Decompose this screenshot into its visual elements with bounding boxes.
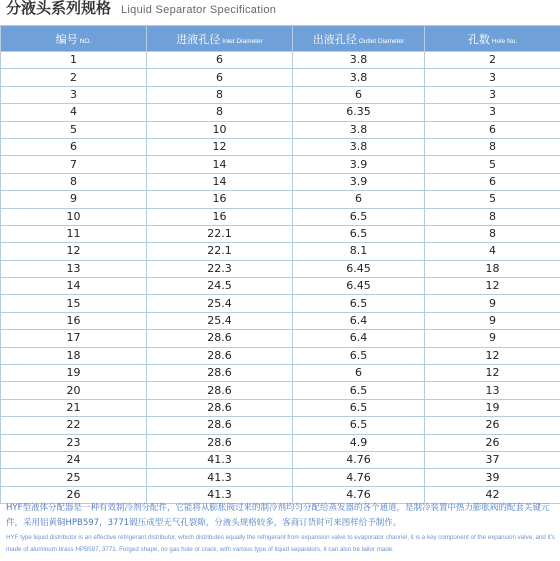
cell-outlet: 3.9 <box>293 156 425 173</box>
cell-holes: 26 <box>425 434 560 451</box>
header-row <box>1 26 560 52</box>
table-row <box>1 86 560 103</box>
cell-inlet: 25.4 <box>147 312 293 329</box>
cell-no: 20 <box>1 382 147 399</box>
cell-no: 22 <box>1 417 147 434</box>
cell-no: 2 <box>1 69 147 86</box>
table-row <box>1 347 560 364</box>
table-row <box>1 399 560 416</box>
cell-no: 23 <box>1 434 147 451</box>
header-no <box>1 26 147 52</box>
description-chinese: HYF型液体分配器是一种有效制冷剂分配件，它能将从膨胀阀过来的制冷剂均匀分配给蒸发器的各个通道，是制冷装置中热力膨胀阀的配套关键元件，采用铝黄铜HPB597，3771锻压成型无气孔裂隙，分液头规格较多，客商订货时可来图样给予制作。 <box>6 503 550 528</box>
cell-outlet: 4.76 <box>293 469 425 486</box>
cell-no: 16 <box>1 312 147 329</box>
header-outlet <box>293 26 425 52</box>
table-row <box>1 434 560 451</box>
cell-no: 9 <box>1 191 147 208</box>
header-inlet <box>147 26 293 52</box>
cell-holes: 37 <box>425 451 560 468</box>
cell-outlet: 6.5 <box>293 225 425 242</box>
table-row <box>1 69 560 86</box>
cell-no: 11 <box>1 225 147 242</box>
cell-holes: 6 <box>425 173 560 190</box>
description-english: HYF type liquid distributor is an effective refrigerant distributor, which distributes equally the refrigerant from expansion valve to evaporator channel, it is a key component of the expansion valve, and it’s made of aluminum brass HPB597, 3771. Forged shape, no gas hole or crack, with various type of liquid separators, it can also be tailor made. <box>6 534 556 553</box>
header-holes-cn: 孔数 <box>467 32 490 46</box>
table-row <box>1 225 560 242</box>
cell-outlet: 6.5 <box>293 399 425 416</box>
table-row <box>1 278 560 295</box>
cell-holes: 18 <box>425 260 560 277</box>
table-row <box>1 469 560 486</box>
table-row <box>1 52 560 69</box>
cell-inlet: 28.6 <box>147 382 293 399</box>
cell-holes: 9 <box>425 330 560 347</box>
cell-holes: 9 <box>425 312 560 329</box>
cell-inlet: 28.6 <box>147 399 293 416</box>
cell-inlet: 41.3 <box>147 451 293 468</box>
cell-outlet: 6 <box>293 86 425 103</box>
cell-inlet: 28.6 <box>147 347 293 364</box>
cell-holes: 8 <box>425 138 560 155</box>
cell-outlet: 8.1 <box>293 243 425 260</box>
cell-outlet: 6.45 <box>293 278 425 295</box>
header-no-cn: 编号 <box>55 32 78 46</box>
cell-outlet: 3.8 <box>293 52 425 69</box>
cell-inlet: 8 <box>147 86 293 103</box>
cell-outlet: 6.5 <box>293 295 425 312</box>
header-holes <box>425 26 560 52</box>
cell-inlet: 8 <box>147 104 293 121</box>
table-row <box>1 104 560 121</box>
cell-holes: 6 <box>425 121 560 138</box>
cell-no: 3 <box>1 86 147 103</box>
cell-outlet: 6.5 <box>293 208 425 225</box>
cell-holes: 4 <box>425 243 560 260</box>
cell-outlet: 6 <box>293 191 425 208</box>
cell-inlet: 28.6 <box>147 417 293 434</box>
table-row <box>1 243 560 260</box>
cell-no: 12 <box>1 243 147 260</box>
table-row <box>1 451 560 468</box>
cell-inlet: 10 <box>147 121 293 138</box>
cell-holes: 42 <box>425 486 560 503</box>
cell-inlet: 28.6 <box>147 434 293 451</box>
cell-holes: 39 <box>425 469 560 486</box>
cell-inlet: 24.5 <box>147 278 293 295</box>
cell-inlet: 41.3 <box>147 486 293 503</box>
cell-outlet: 3.9 <box>293 173 425 190</box>
cell-no: 10 <box>1 208 147 225</box>
cell-outlet: 6.45 <box>293 260 425 277</box>
cell-inlet: 22.3 <box>147 260 293 277</box>
header-no-en: NO. <box>79 37 92 45</box>
title-english: Liquid Separator Specification <box>121 4 277 16</box>
cell-no: 8 <box>1 173 147 190</box>
header-outlet-en: Outlet Diameter <box>358 37 405 45</box>
table-row <box>1 365 560 382</box>
cell-no: 14 <box>1 278 147 295</box>
header-holes-en: Hole No. <box>491 37 518 45</box>
table-row <box>1 382 560 399</box>
cell-inlet: 41.3 <box>147 469 293 486</box>
cell-outlet: 4.9 <box>293 434 425 451</box>
cell-holes: 12 <box>425 278 560 295</box>
cell-inlet: 16 <box>147 208 293 225</box>
table-row <box>1 208 560 225</box>
cell-holes: 12 <box>425 347 560 364</box>
table-row <box>1 295 560 312</box>
cell-inlet: 14 <box>147 173 293 190</box>
table-row <box>1 156 560 173</box>
page-title <box>6 0 276 16</box>
cell-holes: 3 <box>425 104 560 121</box>
cell-holes: 8 <box>425 225 560 242</box>
cell-no: 19 <box>1 365 147 382</box>
title-chinese: 分液头系列规格 <box>6 0 112 17</box>
spec-table <box>0 25 560 504</box>
cell-no: 13 <box>1 260 147 277</box>
cell-holes: 9 <box>425 295 560 312</box>
table-row <box>1 138 560 155</box>
cell-outlet: 6.5 <box>293 417 425 434</box>
table-row <box>1 260 560 277</box>
cell-no: 26 <box>1 486 147 503</box>
cell-outlet: 6.35 <box>293 104 425 121</box>
table-row <box>1 173 560 190</box>
cell-holes: 2 <box>425 52 560 69</box>
cell-holes: 8 <box>425 208 560 225</box>
cell-holes: 3 <box>425 69 560 86</box>
cell-outlet: 6.4 <box>293 330 425 347</box>
cell-outlet: 3.8 <box>293 138 425 155</box>
cell-no: 24 <box>1 451 147 468</box>
cell-holes: 26 <box>425 417 560 434</box>
table-row <box>1 121 560 138</box>
cell-no: 6 <box>1 138 147 155</box>
cell-no: 25 <box>1 469 147 486</box>
cell-holes: 13 <box>425 382 560 399</box>
cell-outlet: 3.8 <box>293 121 425 138</box>
cell-inlet: 28.6 <box>147 330 293 347</box>
table-row <box>1 417 560 434</box>
cell-outlet: 3.8 <box>293 69 425 86</box>
cell-inlet: 22.1 <box>147 225 293 242</box>
cell-no: 17 <box>1 330 147 347</box>
cell-no: 5 <box>1 121 147 138</box>
cell-holes: 5 <box>425 191 560 208</box>
cell-outlet: 6.5 <box>293 347 425 364</box>
table-row <box>1 191 560 208</box>
cell-inlet: 6 <box>147 69 293 86</box>
cell-no: 18 <box>1 347 147 364</box>
cell-inlet: 14 <box>147 156 293 173</box>
cell-outlet: 4.76 <box>293 451 425 468</box>
cell-no: 7 <box>1 156 147 173</box>
header-inlet-en: Inlet Diameter <box>222 37 263 45</box>
cell-inlet: 16 <box>147 191 293 208</box>
cell-outlet: 4.76 <box>293 486 425 503</box>
cell-inlet: 22.1 <box>147 243 293 260</box>
cell-inlet: 25.4 <box>147 295 293 312</box>
table-body <box>1 52 560 504</box>
cell-holes: 19 <box>425 399 560 416</box>
cell-no: 15 <box>1 295 147 312</box>
cell-holes: 5 <box>425 156 560 173</box>
cell-outlet: 6.4 <box>293 312 425 329</box>
cell-no: 1 <box>1 52 147 69</box>
cell-no: 4 <box>1 104 147 121</box>
cell-inlet: 6 <box>147 52 293 69</box>
cell-inlet: 12 <box>147 138 293 155</box>
cell-outlet: 6 <box>293 365 425 382</box>
cell-holes: 3 <box>425 86 560 103</box>
cell-no: 21 <box>1 399 147 416</box>
cell-holes: 12 <box>425 365 560 382</box>
header-outlet-cn: 出液孔径 <box>312 32 357 46</box>
table-row <box>1 330 560 347</box>
table-row <box>1 312 560 329</box>
cell-outlet: 6.5 <box>293 382 425 399</box>
header-inlet-cn: 进液孔径 <box>176 32 221 46</box>
cell-inlet: 28.6 <box>147 365 293 382</box>
